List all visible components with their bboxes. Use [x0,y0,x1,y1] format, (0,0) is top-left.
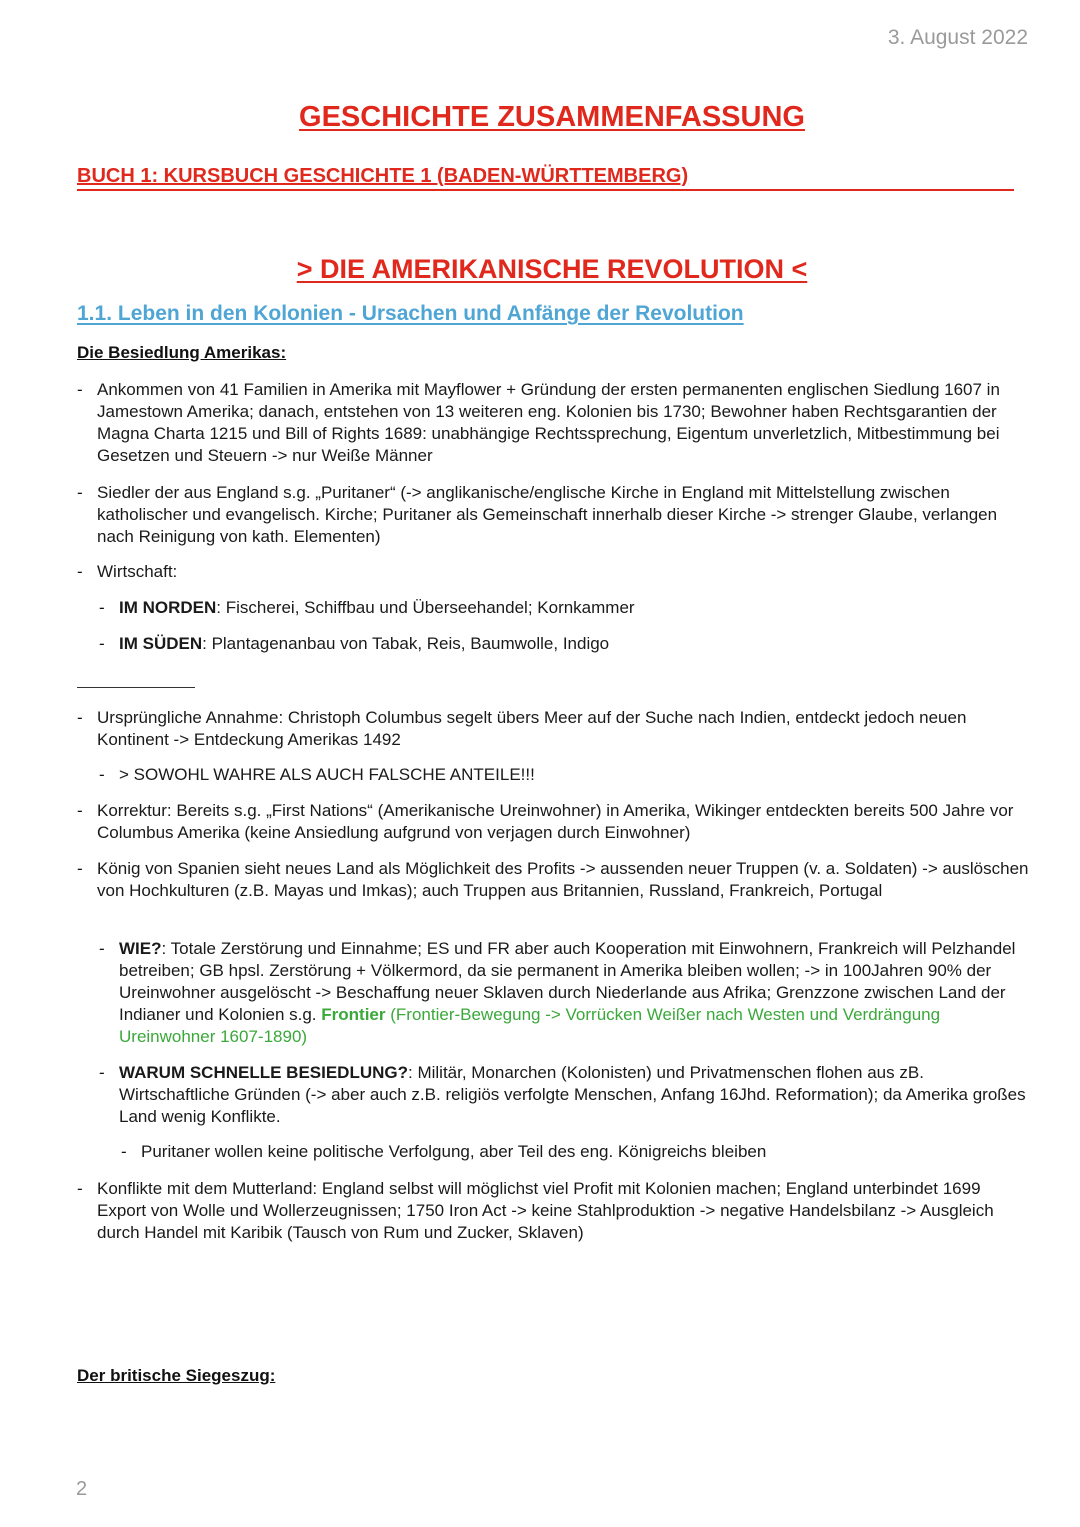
frontier-term: Frontier [321,1005,386,1024]
bullet-text: : Totale Zerstörung und Einnahme; ES und FR aber auch Kooperation mit Einwohnern, Frankreich will Pelzhandel betreiben; GB hpsl. Zerstörung + Völkermord, da sie permanent in Amerika bleiben wollen; -> in 100Jahren 90% der Ureinwohner ausgelöscht -> Beschaffung neuer Sklaven durch Niederlande aus Afrika; Grenzzone zwischen Land der Indianer und Kolonien s.g. [119,939,1016,1024]
subsection-title: 1.1. Leben in den Kolonien - Ursachen und Anfänge der Revolution [77,302,744,325]
book-title-text: BUCH 1: KURSBUCH GESCHICHTE 1 (BADEN-WÜRTTEMBERG) [77,165,689,187]
label-wie: WIE? [119,939,162,958]
bullet-text: Korrektur: Bereits s.g. „First Nations“ (Amerikanische Ureinwohner) in Amerika, Wikinger entdeckten bereits 500 Jahre vor Columbus Amerika (keine Ansiedlung aufgrund von verjagen durch Einwohner) [97,801,1014,842]
bullet-dash: - [99,1063,105,1082]
bullet-text: Puritaner wollen keine politische Verfolgung, aber Teil des eng. Königreichs bleiben [141,1142,767,1161]
bullet-spanien [77,858,1032,902]
bullet-text: Siedler der aus England s.g. „Puritaner“ (-> anglikanische/englische Kirche in England mit Mittelstellung zwischen katholischer und evangelisch. Kirche; Puritaner als Gemeinschaft innerhalb dieser Kirche -> strenger Glaube, verlangen nach Reinigung von kath. Elementen) [97,483,998,546]
bullet-dash: - [99,765,105,784]
bullet-korrektur [77,800,1032,844]
bullet-dash: - [121,1142,127,1161]
bullet-text: König von Spanien sieht neues Land als Möglichkeit des Profits -> aussenden neuer Truppen (v. a. Soldaten) -> auslöschen von Hochkulturen (z.B. Mayas und Imkas); auch Truppen aus Britannien, Russland, Frankreich, Portugal [97,859,1029,900]
label-sueden: IM SÜDEN [119,634,203,653]
page-number: 2 [76,1478,88,1500]
book-title [77,165,1014,191]
document-date: 3. August 2022 [887,26,1028,49]
subbullet-anteile [99,764,1032,786]
document-title: GESCHICHTE ZUSAMMENFASSUNG [299,101,805,133]
subbullet-warum [99,1062,1032,1128]
bullet-konflikte [77,1178,1032,1244]
bullet-text: Ankommen von 41 Familien in Amerika mit Mayflower + Gründung der ersten permanenten englischen Siedlung 1607 in Jamestown Amerika; danach, entstehen von 13 weiteren eng. Kolonien bis 1730; Bewohner haben Rechtsgarantien der Magna Charta 1215 und Bill of Rights 1689: unabhängige Rechtssprechung, Eigentum unverletzlich, Mitbestimmung bei Gesetzen und Steuern -> nur Weiße Männer [97,380,1000,465]
label-warum: WARUM SCHNELLE BESIEDLUNG? [119,1063,408,1082]
bullet-puritaner [77,482,1032,548]
bullet-mayflower [77,379,1032,467]
bullet-text: > SOWOHL WAHRE ALS AUCH FALSCHE ANTEILE!!! [119,765,535,784]
bullet-dash: - [77,859,83,878]
subbullet-norden [99,597,1032,619]
heading-besiedlung: Die Besiedlung Amerikas: [77,343,287,362]
bullet-text: : Fischerei, Schiffbau und Überseehandel; Kornkammer [216,598,635,617]
subbullet-sueden [99,633,1032,655]
bullet-dash: - [99,598,105,617]
divider-line [77,687,195,688]
bullet-dash: - [77,801,83,820]
bullet-dash: - [77,483,83,502]
bullet-wirtschaft [77,561,1032,583]
section-title: > DIE AMERIKANISCHE REVOLUTION < [296,254,808,284]
subsubbullet-puritaner [121,1141,1032,1163]
bullet-dash: - [77,708,83,727]
bullet-dash: - [77,380,83,399]
frontier-explanation: (Frontier-Bewegung -> Vorrücken Weißer nach Westen und Verdrängung Ureinwohner 1607-1890) [119,1005,941,1046]
bullet-text: : Militär, Monarchen (Kolonisten) und Privatmenschen flohen aus zB. Wirtschaftliche Gründen (-> aber auch z.B. religiös verfolgte Menschen, Anfang 16Jhd. Reformation); da Amerika großes Land wenig Konflikte. [119,1063,1026,1126]
bullet-text: : Plantagenanbau von Tabak, Reis, Baumwolle, Indigo [202,634,610,653]
label-norden: IM NORDEN [119,598,217,617]
bullet-dash: - [77,562,83,581]
bullet-dash: - [99,939,105,958]
bullet-text: Konflikte mit dem Mutterland: England selbst will möglichst viel Profit mit Kolonien machen; England unterbindet 1699 Export von Wolle und Wollerzeugnissen; 1750 Iron Act -> keine Stahlproduktion -> negative Handelsbilanz -> Ausgleich durch Handel mit Karibik (Tausch von Rum und Zucker, Sklaven) [97,1179,994,1242]
bullet-text: Ursprüngliche Annahme: Christoph Columbus segelt übers Meer auf der Suche nach Indien, entdeckt jedoch neuen Kontinent -> Entdeckung Amerikas 1492 [97,708,967,749]
bullet-dash: - [77,1179,83,1198]
heading-siegeszug: Der britische Siegeszug: [77,1366,276,1385]
bullet-text: Wirtschaft: [97,562,178,581]
bullet-columbus [77,707,1032,751]
bullet-dash: - [99,634,105,653]
subbullet-wie [99,938,1032,1048]
